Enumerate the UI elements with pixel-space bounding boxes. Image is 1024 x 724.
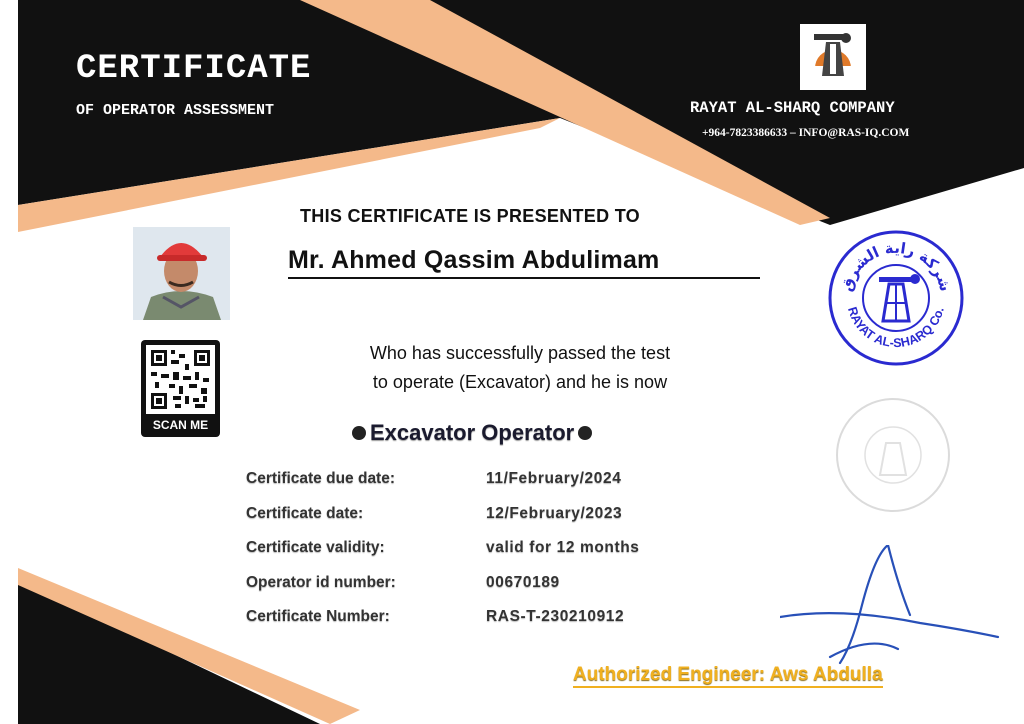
qr-caption: SCAN ME <box>152 418 209 432</box>
company-name: RAYAT AL-SHARQ COMPANY <box>690 99 895 117</box>
statement-line-2: to operate (Excavator) and he is now <box>372 372 668 392</box>
company-logo <box>800 24 866 90</box>
company-stamp <box>827 229 965 367</box>
company-contact: +964-7823386633 – INFO@RAS-IQ.COM <box>702 127 910 139</box>
detail-value: valid for 12 months <box>486 539 640 556</box>
detail-label: Certificate due date: <box>246 470 396 487</box>
role-title <box>352 420 592 446</box>
bullet-left <box>352 426 366 440</box>
detail-label: Certificate Number: <box>246 608 390 625</box>
svg-text:RAYAT AL-SHARQ Co.: RAYAT AL-SHARQ Co. <box>845 305 947 351</box>
faint-stamp-impression <box>826 395 960 515</box>
detail-value: 12/February/2023 <box>486 504 623 522</box>
role-text: Excavator Operator <box>370 420 575 445</box>
detail-label: Certificate date: <box>246 504 364 522</box>
certificate-title: CERTIFICATE <box>76 50 312 88</box>
recipient-name: Mr. Ahmed Qassim Abdulimam <box>288 246 760 279</box>
bullet-right <box>578 426 592 440</box>
detail-label: Certificate validity: <box>246 539 385 556</box>
recipient-photo <box>133 227 230 320</box>
presented-to-heading: THIS CERTIFICATE IS PRESENTED TO <box>300 206 640 226</box>
detail-label: Operator id number: <box>246 573 396 591</box>
certificate-subtitle: OF OPERATOR ASSESSMENT <box>76 102 275 119</box>
authorized-engineer: Authorized Engineer: Aws Abdulla <box>573 664 883 688</box>
detail-value: 00670189 <box>486 573 560 591</box>
statement-line-1: Who has successfully passed the test <box>369 343 671 363</box>
svg-text:شركة راية الشرق: شركة راية الشرق <box>837 238 955 294</box>
engineer-signature <box>780 545 1005 665</box>
qr-code[interactable] <box>141 340 220 437</box>
detail-value: RAS-T-230210912 <box>486 608 625 625</box>
detail-value: 11/February/2024 <box>486 470 622 487</box>
